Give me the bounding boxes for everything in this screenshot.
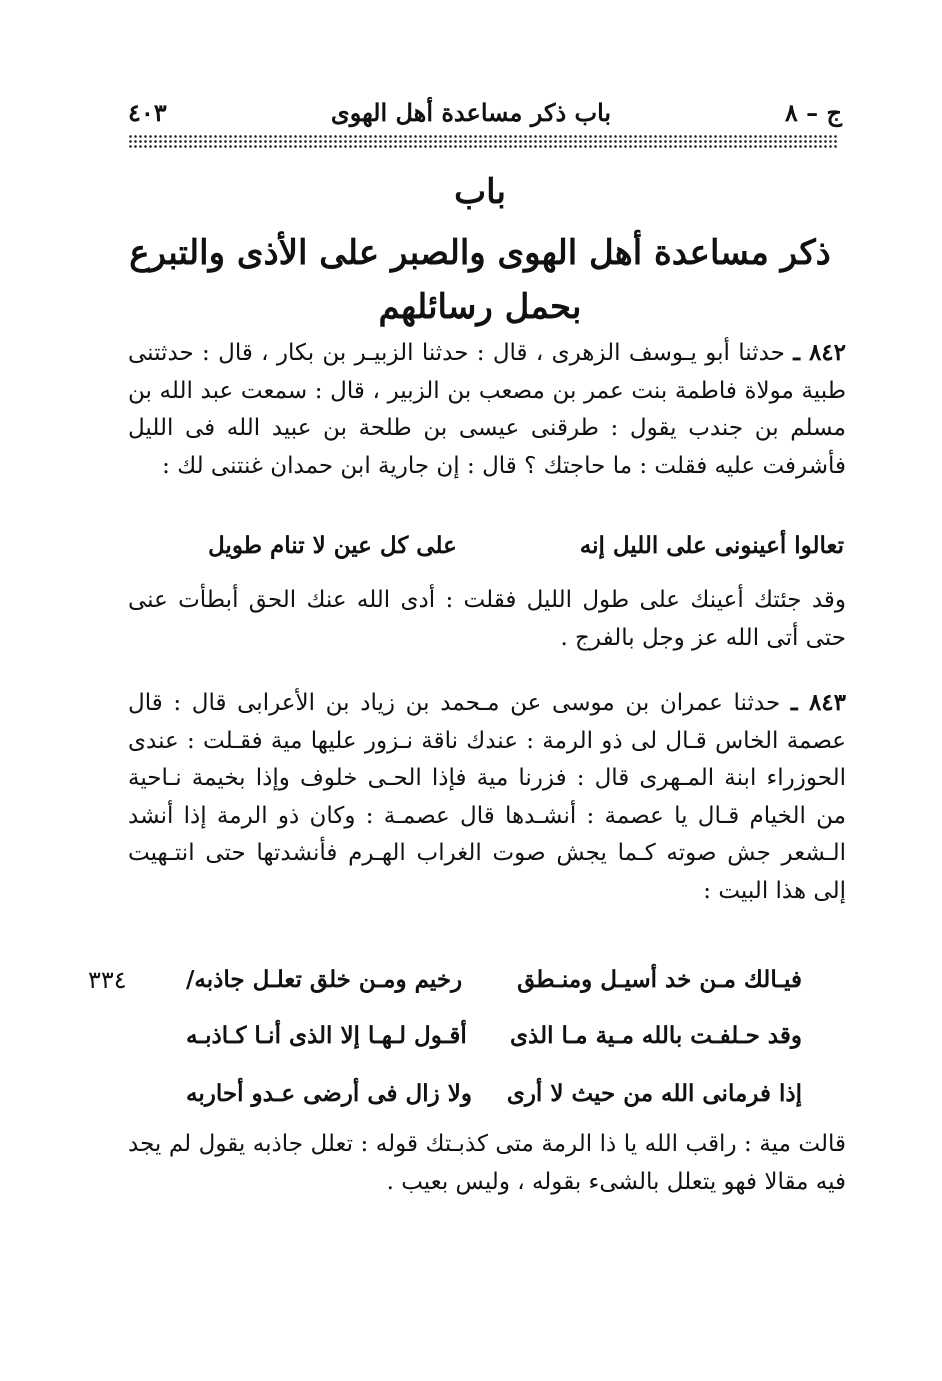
- verse-843-3-first: إذا فرمانى الله من حيث لا أرى: [506, 1080, 802, 1107]
- entry-843-text: حدثنا عمران بن موسى عن مـحمد بن زياد بن الأعرابى قال : قال عصمة الخاس قـال لى ذو الرمة : عندك ناقة نـزور عليها مية فقـلت : عندى الحوزراء ابنة المـهرى قال : فزرنا مية فإذا الحـى خلوف وإذا بخيمة نـاحية من الخيام قـال يا عصمة : أنشـدها قال عصمـة : وكان ذو الرمة إذا أنشد الـشعر جش صوته كـما يجش صوت الغراب الهـرم فأنشدتها حتى انتـهيت إلى هذا البيت :: [128, 690, 846, 904]
- running-header-title: باب ذكر مساعدة أهل الهوى: [330, 98, 612, 127]
- margin-page-marker: ٣٣٤: [88, 966, 127, 994]
- section-title: ذكر مساعدة أهل الهوى والصبر على الأذى والتبرع بحمل رسائلهم: [129, 233, 831, 327]
- entry-843-closing: قالت مية : راقب الله يا ذا الرمة متى كذبـتك قوله : تعلل جاذبه يقول لم يجد فيه مقالا فهو يتعلل بالشىء بقوله ، وليس بعيب .: [128, 1131, 846, 1195]
- verse-842-first-hemistich: تعالوا أعينونى على الليل إنه: [579, 532, 844, 559]
- dotted-header-rule: [128, 134, 838, 148]
- verse-843-3-second: ولا زال فى أرضى عـدو أحاربه: [186, 1080, 472, 1107]
- entry-842-text: حدثنا أبو يـوسف الزهرى ، قال : حدثنا الزبيـر بن بكار ، قال : حدثتنى طبية مولاة فاطمة بنت عمر بن مصعب بن الزبير ، قال : سمعت عبد الله بن مسلم بن جندب يقول : طرقنى عيسى بن طلحة بن عبيد الله فى الليل فأشرفت عليه فقلت : ما حاجتك ؟ قال : إن جارية ابن حمدان غنتنى لك :: [128, 340, 846, 479]
- entry-842-continuation: وقد جئتك أعينك على طول الليل فقلت : أدى الله عنك الحق أبطأت عنى حتى أتى الله عز وجل بالفرج .: [128, 587, 846, 651]
- verse-843-2-first: وقد حـلفـت بالله مـية مـا الذى: [510, 1022, 802, 1049]
- entry-843-paragraph: [128, 684, 846, 910]
- verse-843-2-second: أقـول لـهـا إلا الذى أنـا كـاذبـه: [186, 1022, 467, 1049]
- verse-842-second-hemistich: على كل عين لا تنام طويل: [208, 532, 457, 559]
- volume-label: ج – ٨: [784, 98, 842, 127]
- entry-842-number: ٨٤٢ ـ: [793, 339, 847, 366]
- section-bab-label: باب: [454, 172, 506, 212]
- entry-843-number: ٨٤٣ ـ: [790, 689, 846, 716]
- page-number: ٤٠٣: [128, 98, 167, 127]
- entry-842-paragraph: [128, 334, 846, 485]
- verse-843-1-second: رخيم ومـن خلق تعلـل جاذبه/: [186, 966, 463, 993]
- verse-843-1-first: فيـالك مـن خد أسيـل ومنـطق: [517, 966, 802, 993]
